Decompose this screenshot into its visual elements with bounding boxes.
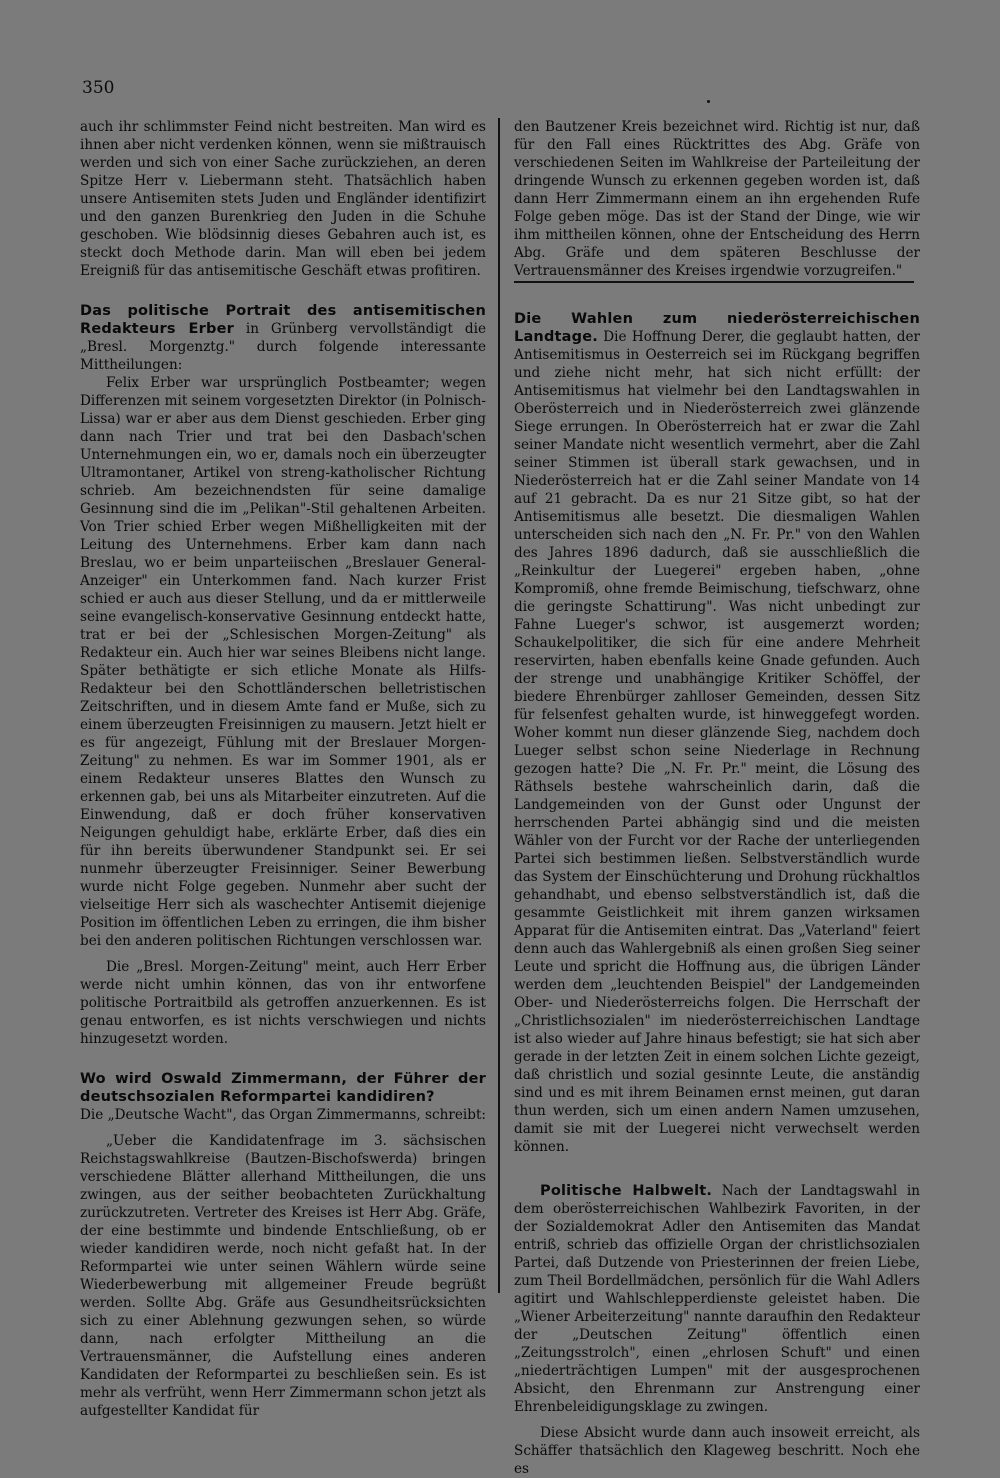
landtag-paragraph-1: Die Hoffnung Derer, die geglaubt hatten, der Antisemitismus in Oesterreich sei im Rückgang begriffen und ziehe nicht mehr, hat sich nicht erfüllt: der Antisemitismus hat vielmehr bei den Landtagswahlen in Oberösterreich und in Niederösterreich zwei glänzende Siege errungen. In Oberösterreich hat er zwar die Zahl seiner Mandate nicht wesentlich vermehrt, aber die Zahl seiner Stimmen ist überall stark gewachsen, und in Niederösterreich hat er die Zahl seiner Mandate von 14 auf 21 gebracht. Da es nur 21 Sitze gibt, so hat der Antisemitismus alle besetzt. Die diesmaligen Wahlen unterscheiden sich nach den „N. Fr. Pr." von den Wahlen des Jahres 1896 dadurch, daß sie ausschließlich die „Reinkultur der Luegerei" ergeben haben, „ohne Kompromiß, ohne fremde Beimischung, tiefschwarz, ohne die geringste Schattirung". Was nicht unbedingt zur Fahne Lueger's schwor, ist ausgemerzt worden; Schaukelpolitiker, die sich für eine andere Mehrheit reservirten, haben ebenfalls keine Gnade gefunden. Auch der strenge und unabhängige Kritiker Schöffel, der biedere Ehrenbürger zahlloser Gemeinden, dessen Sitz für felsenfest gehalten wurde, ist hinweggefegt worden. Woher kommt nun dieser glänzende Sieg, nachdem doch Lueger selbst schon seine Niederlage in Rechnung gezogen hatte? Die „N. Fr. Pr." meint, die Lösung des Räthsels bestehe wahrscheinlich darin, daß die Landgemeinden von der Gunst oder Ungunst der herrschenden Partei abhängig sind und die meisten Wähler von der Furcht vor der Rache der unterliegenden Partei sich bestimmen ließen. Selbstverständlich wurde das System der Einschüchterung und Drohung rückhaltlos gehandhabt, und ebenso selbstverständlich ist, daß die gesammte Geistlichkeit mit ihrem ganzen wirksamen Apparat für die Antisemiten eintrat. Das „Vaterland" feiert denn auch das Wahlergebniß als einen großen Sieg seiner Leute und spricht die Hoffnung aus, die übrigen Länder werden dem „leuchtenden Beispiel" der Landgemeinden Ober- und Niederösterreichs folgen. Die Herrschaft der „Christlichsozialen" im niederösterreichischen Landtage ist also wieder auf Jahre hinaus befestigt; sie hat sich aber gerade in der letzten Zeit in einem solchen Lichte gezeigt, daß christlich und sozial gesinnte Leute, die anständig sind und es mit ihrem Beinamen ernst meinen, gut daran thun werden, sich um einen andern Namen umzusehen, damit sie mit der Luegerei nicht verwechselt werden können.	[514, 329, 920, 1155]
section-heading-halbwelt: Politische Halbwelt.	[540, 1183, 713, 1199]
halbwelt-paragraph-1: Nach der Landtagswahl in dem oberösterreichischen Wahlbezirk Favoriten, in der der Sozialdemokrat Adler den Antisemiten das Mandat entriß, schrieb das offizielle Organ der christlichsozialen Partei, daß Dutzende von Priesterinnen der freien Liebe, zum Theil Bordellmädchen, persönlich für die Wahl Adlers agitirt und Wahlschlepperdienste geleistet haben. Die „Wiener Arbeiterzeitung" nannte daraufhin den Redakteur der „Deutschen Zeitung" öffentlich einen „Zeitungsstrolch", einen „ehrlosen Schuft" und einen „niederträchtigen Lumpen" mit der ausgesprochenen Absicht, den Ehrenmann zur Anstrengung einer Ehrenbeleidigungsklage zu zwingen.	[514, 1183, 920, 1415]
section-heading-landtag: Die Wahlen zum niederösterreichischen Landtage.	[514, 311, 920, 345]
section-lead-erber: in Grünberg vervollständigt die „Bresl. Morgenztg." durch folgende interessante Mittheilungen:	[80, 321, 486, 373]
halbwelt-paragraph-2: Diese Absicht wurde dann auch insoweit erreicht, als Schäffer thatsächlich den Klageweg beschritt. Noch ehe es	[514, 1425, 920, 1477]
erber-paragraph-2: Die „Bresl. Morgen-Zeitung" meint, auch Herr Erber werde nicht umhin können, das von ihr entworfene politische Portraitbild als getroffen anzuerkennen. Es ist genau entworfen, es ist nichts verschwiegen und nichts hinzugesetzt worden.	[80, 959, 486, 1047]
column-divider	[498, 118, 500, 1293]
left-paragraph-1: auch ihr schlimmster Feind nicht bestreiten. Man wird es ihnen aber nicht verdenken können, wenn sie mißtrauisch werden und sich von einer Sache zurückziehen, an deren Spitze Herr v. Liebermann steht. Thatsächlich haben unsere Antisemiten stets Juden und Engländer identifizirt und den ganzen Burenkrieg den Juden in die Schuhe geschoben. Wie blödsinnig dieses Gebahren auch ist, es steckt doch Methode darin. Man will eben bei jedem Ereigniß für das antisemitische Geschäft etwas profitiren.	[80, 119, 486, 279]
print-speck	[707, 100, 710, 103]
section-erber	[80, 302, 486, 374]
section-heading-erber: Das politische Portrait des antisemitischen Redakteurs Erber	[80, 303, 486, 337]
section-lead-zimmermann: Die „Deutsche Wacht", das Organ Zimmermanns, schreibt:	[80, 1107, 486, 1123]
section-landtag	[514, 310, 920, 1156]
zimmermann-quote: „Ueber die Kandidatenfrage im 3. sächsischen Reichstagswahlkreise (Bautzen-Bischofswerda) bringen verschiedene Blätter allerhand Mittheilungen, die uns zwingen, aus der seither beobachteten Zurückhaltung zurückzutreten. Vertreter des Kreises ist Herr Abg. Gräfe, der eine bestimmte und bindende Entschließung, ob er wieder kandidiren werde, noch nicht gefaßt hat. In der Reformpartei wie unter seinen Wählern würde seine Wiederbewerbung mit allgemeiner Freude begrüßt werden. Sollte Abg. Gräfe aus Gesundheitsrücksichten sich zu einer Ablehnung gezwungen sehen, so würde dann, nach erfolgter Mittheilung an die Vertrauensmänner, die Aufstellung eines anderen Kandidaten der Reformpartei zu beschließen sein. Es ist mehr als verfrüht, wenn Herr Zimmermann schon jetzt als aufgestellter Kandidat für	[80, 1133, 486, 1419]
right-column	[514, 118, 920, 1478]
right-paragraph-1: den Bautzener Kreis bezeichnet wird. Richtig ist nur, daß für den Fall eines Rücktrittes des Abg. Gräfe von verschiedenen Seiten im Wahlkreise der Parteileitung der dringende Wunsch zu erkennen gegeben worden ist, daß dann Herr Zimmermann einem an ihn ergehenden Rufe Folge geben möge. Das ist der Stand der Dinge, wie wir ihm mittheilen können, ohne der Entscheidung des Herrn Abg. Gräfe und dem späteren Beschlusse der Vertrauensmänner des Kreises irgendwie vorzugreifen."	[514, 119, 920, 279]
section-heading-zimmermann: Wo wird Oswald Zimmermann, der Führer der deutschsozialen Reformpartei kandidiren?	[80, 1071, 486, 1105]
section-halbwelt	[514, 1182, 920, 1416]
erber-paragraph-1: Felix Erber war ursprünglich Postbeamter; wegen Differenzen mit seinem vorgesetzten Direktor (in Polnisch-Lissa) war er aber aus dem Dienst geschieden. Erber ging dann nach Trier und trat bei den Dasbach'schen Unternehmungen ein, wo er, damals noch ein überzeugter Ultramontaner, Artikel von streng-katholischer Richtung schrieb. Am bezeichnendsten für seine damalige Gesinnung sind die im „Pelikan"-Stil gehaltenen Arbeiten. Von Trier schied Erber wegen Mißhelligkeiten mit der Leitung des Unternehmens. Erber kam dann nach Breslau, wo er beim unparteiischen „Breslauer General-Anzeiger" ein Unterkommen fand. Nach kurzer Frist schied er auch aus dieser Stellung, und da er mittlerweile seine evangelisch-konservative Gesinnung entdeckt hatte, trat er bei der „Schlesischen Morgen-Zeitung" als Redakteur ein. Auch hier war seines Bleibens nicht lange. Später bethätigte er sich etliche Monate als Hilfs-Redakteur bei den Schottländerschen belletristischen Zeitschriften, und in diesem Amte fand er Muße, sich zu einem überzeugten Freisinnigen zu mausern. Jetzt hielt er es für angezeigt, Fühlung mit der Breslauer Morgen-Zeitung" zu nehmen. Es war im Sommer 1901, als er einem Redakteur unseres Blattes den Wunsch zu erkennen gab, bei uns als Mitarbeiter einzutreten. Auf die Einwendung, daß er doch früher konservativen Neigungen gehuldigt habe, erklärte Erber, daß dies ein für ihn bereits überwundener Standpunkt sei. Er sei nunmehr überzeugter Freisinniger. Seiner Bewerbung wurde nicht Folge gegeben. Nunmehr aber sucht der vielseitige Herr sich als waschechter Antisemit diejenige Position im öffentlichen Leben zu erringen, die ihm bisher bei den anderen politischen Richtungen verschlossen war.	[80, 375, 486, 949]
left-column	[80, 118, 486, 1420]
page-number: 350	[82, 78, 115, 98]
